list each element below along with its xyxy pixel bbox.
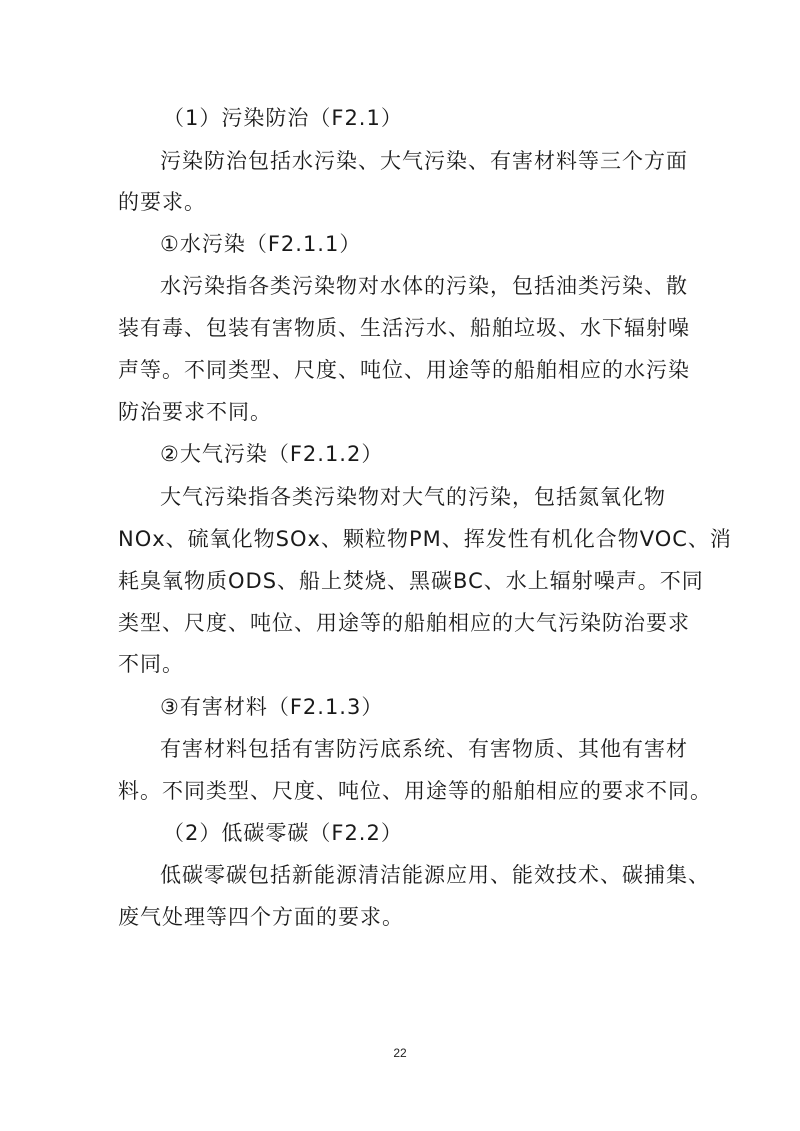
heading-hazardous-materials: ③有害材料（F2.1.3） (160, 695, 384, 719)
paragraph-line: NOx、硫氧化物SOx、颗粒物PM、挥发性有机化合物VOC、消 (118, 527, 732, 551)
paragraph-line: 水污染指各类污染物对水体的污染，包括油类污染、散 (160, 274, 688, 298)
heading-pollution-prevention: （1）污染防治（F2.1） (163, 106, 403, 130)
paragraph-line: 有害材料包括有害防污底系统、有害物质、其他有害材 (160, 737, 688, 761)
paragraph-line: 的要求。 (118, 190, 206, 214)
paragraph-line: 大气污染指各类污染物对大气的污染，包括氮氧化物 (160, 485, 666, 509)
heading-low-carbon: （2）低碳零碳（F2.2） (163, 821, 403, 845)
heading-air-pollution: ②大气污染（F2.1.2） (160, 442, 384, 466)
paragraph-line: 污染防治包括水污染、大气污染、有害材料等三个方面 (160, 149, 688, 173)
paragraph-line: 装有毒、包装有害物质、生活污水、船舶垃圾、水下辐射噪 (118, 316, 690, 340)
paragraph-line: 低碳零碳包括新能源清洁能源应用、能效技术、碳捕集、 (160, 863, 710, 887)
paragraph-line: 不同。 (118, 652, 184, 676)
paragraph-line: 耗臭氧物质ODS、船上焚烧、黑碳BC、水上辐射噪声。不同 (118, 569, 704, 593)
heading-water-pollution: ①水污染（F2.1.1） (160, 232, 362, 256)
page-number: 22 (393, 1046, 407, 1060)
paragraph-line: 料。不同类型、尺度、吨位、用途等的船舶相应的要求不同。 (118, 779, 712, 803)
paragraph-line: 防治要求不同。 (118, 400, 272, 424)
paragraph-line: 废气处理等四个方面的要求。 (118, 905, 404, 929)
paragraph-line: 声等。不同类型、尺度、吨位、用途等的船舶相应的水污染 (118, 358, 690, 382)
paragraph-line: 类型、尺度、吨位、用途等的船舶相应的大气污染防治要求 (118, 611, 690, 635)
